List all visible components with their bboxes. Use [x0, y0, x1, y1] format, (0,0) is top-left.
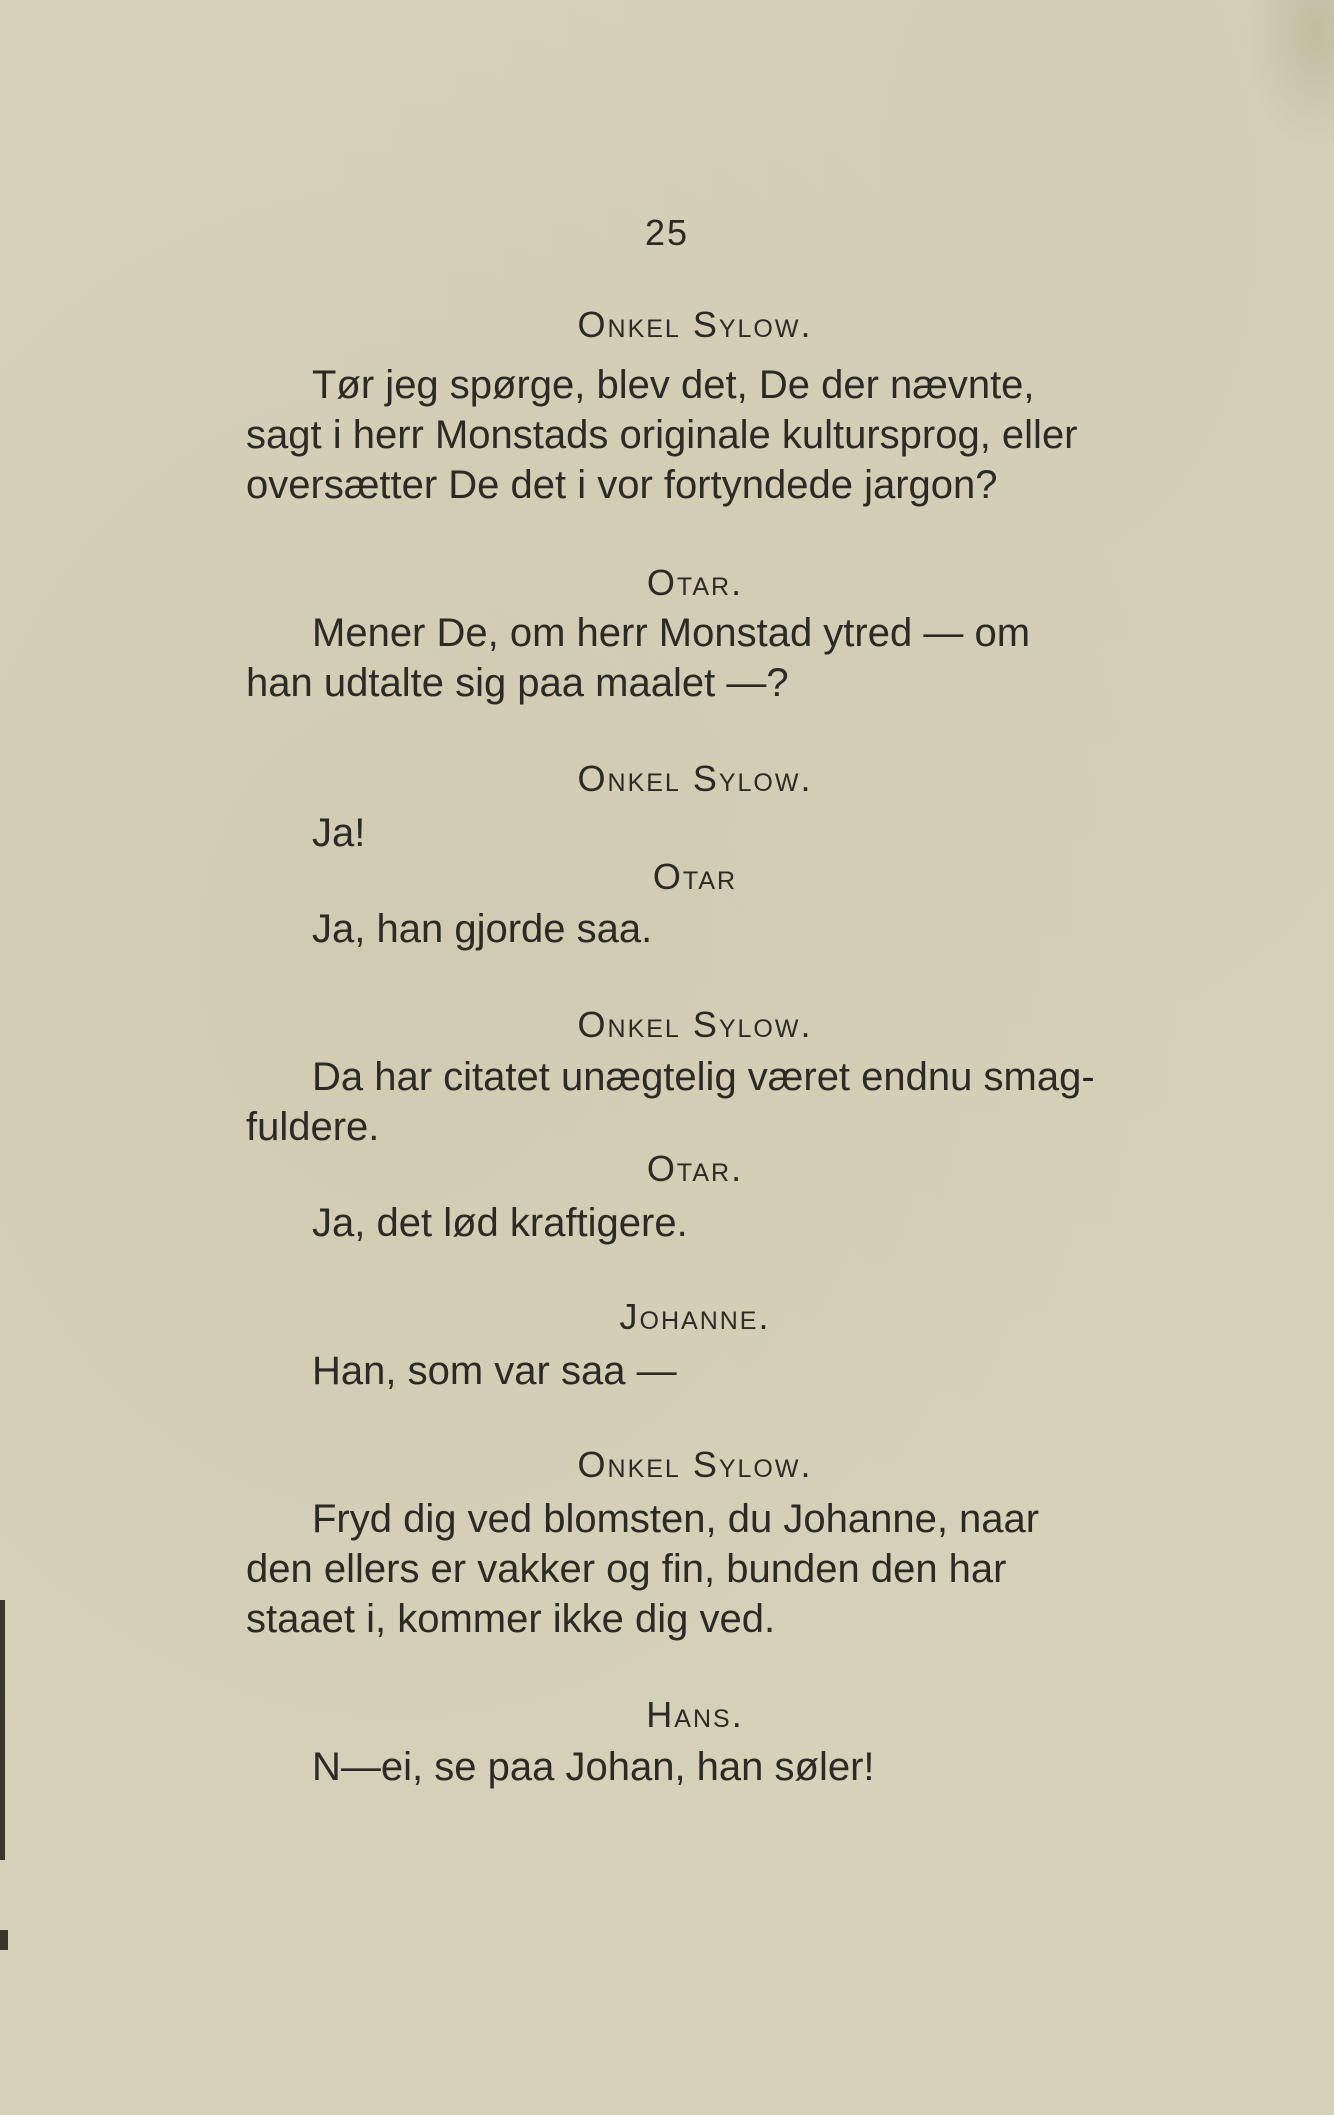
- speaker-name: Onkel Sylow.: [577, 1444, 813, 1485]
- speaker-name: Otar.: [646, 562, 744, 603]
- corner-stain: [1244, 0, 1334, 150]
- text-line: Fryd dig ved blomsten, du Johanne, naar: [312, 1497, 1040, 1541]
- text-line: Han, som var saa —: [312, 1349, 677, 1393]
- page-number: 25: [644, 212, 690, 253]
- text-line: han udtalte sig paa maalet —?: [246, 661, 789, 705]
- speaker-name: Johanne.: [619, 1296, 771, 1337]
- speaker-name: Onkel Sylow.: [577, 304, 813, 345]
- speaker-name: Onkel Sylow.: [577, 1004, 813, 1045]
- text-line: Mener De, om herr Monstad ytred — om: [312, 611, 1031, 655]
- text-line: fuldere.: [246, 1105, 380, 1149]
- text-line: staaet i, kommer ikke dig ved.: [246, 1597, 776, 1641]
- text-line: Ja, det lød kraftigere.: [312, 1201, 688, 1245]
- speaker-name: Otar.: [646, 1148, 744, 1189]
- speaker-name: Hans.: [646, 1694, 744, 1735]
- text-line: Da har citatet unægtelig været endnu smag-: [312, 1055, 1095, 1099]
- text-line: den ellers er vakker og fin, bunden den har: [246, 1547, 1007, 1591]
- speaker-name: Otar: [652, 856, 738, 897]
- text-line: Tør jeg spørge, blev det, De der nævnte,: [312, 363, 1035, 407]
- text-line: oversætter De det i vor fortyndede jargon?: [246, 463, 998, 507]
- text-line: Ja, han gjorde saa.: [312, 907, 653, 951]
- text-line: N—ei, se paa Johan, han søler!: [312, 1745, 875, 1789]
- text-line: Ja!: [312, 811, 366, 855]
- speaker-name: Onkel Sylow.: [577, 758, 813, 799]
- page-edge-mark: [0, 1930, 8, 1950]
- text-line: sagt i herr Monstads originale kultursprog, eller: [246, 413, 1078, 457]
